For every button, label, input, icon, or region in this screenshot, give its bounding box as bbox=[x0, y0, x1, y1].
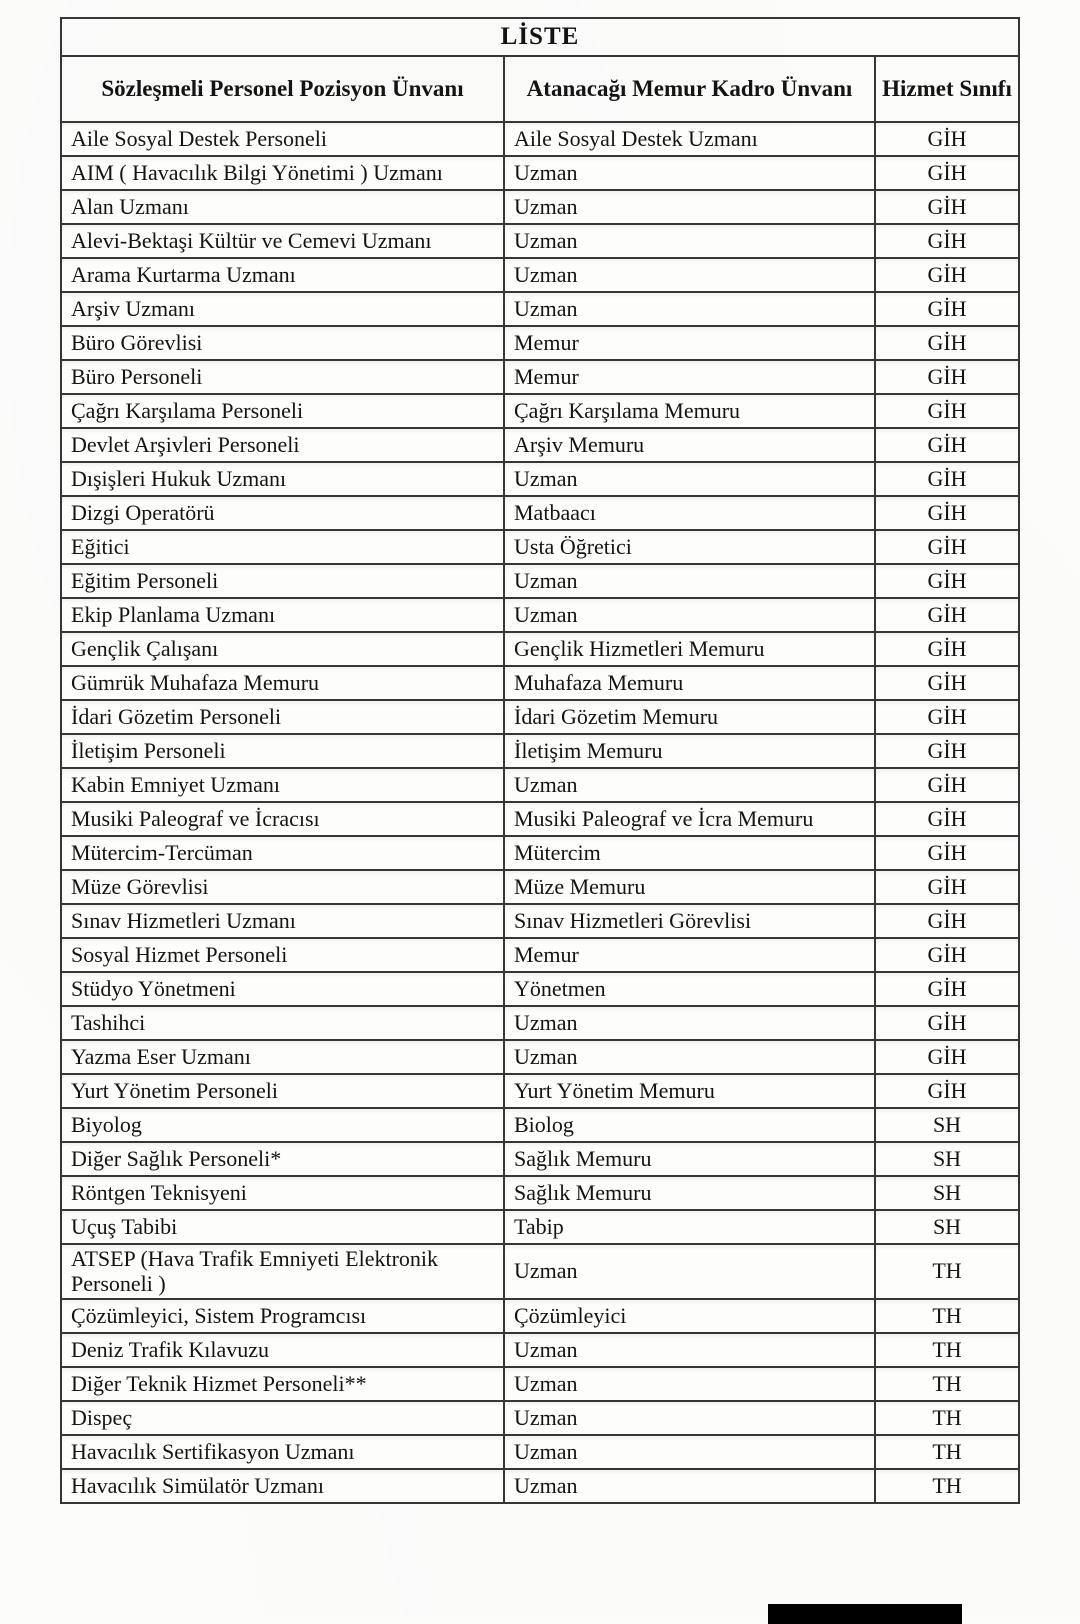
cell-hizmet-sinifi: GİH bbox=[875, 904, 1019, 938]
cell-hizmet-sinifi: GİH bbox=[875, 598, 1019, 632]
table-row bbox=[61, 190, 1019, 224]
column-header-kadro: Atanacağı Memur Kadro Ünvanı bbox=[504, 56, 875, 122]
table-row bbox=[61, 1108, 1019, 1142]
cell-hizmet-sinifi: GİH bbox=[875, 394, 1019, 428]
column-header-pozisyon: Sözleşmeli Personel Pozisyon Ünvanı bbox=[61, 56, 504, 122]
cell-pozisyon: Yazma Eser Uzmanı bbox=[61, 1040, 504, 1074]
cell-kadro: Matbaacı bbox=[504, 496, 875, 530]
table-body bbox=[61, 122, 1019, 1503]
table-row bbox=[61, 1006, 1019, 1040]
cell-hizmet-sinifi: SH bbox=[875, 1210, 1019, 1244]
cell-hizmet-sinifi: SH bbox=[875, 1142, 1019, 1176]
table-row bbox=[61, 1367, 1019, 1401]
cell-pozisyon: Diğer Sağlık Personeli* bbox=[61, 1142, 504, 1176]
table-row bbox=[61, 564, 1019, 598]
cell-kadro: Musiki Paleograf ve İcra Memuru bbox=[504, 802, 875, 836]
cell-hizmet-sinifi: GİH bbox=[875, 462, 1019, 496]
cell-hizmet-sinifi: TH bbox=[875, 1435, 1019, 1469]
cell-hizmet-sinifi: GİH bbox=[875, 564, 1019, 598]
cell-hizmet-sinifi: GİH bbox=[875, 938, 1019, 972]
cell-hizmet-sinifi: SH bbox=[875, 1176, 1019, 1210]
liste-table-container bbox=[60, 17, 1018, 1504]
cell-hizmet-sinifi: GİH bbox=[875, 190, 1019, 224]
cell-kadro: Çağrı Karşılama Memuru bbox=[504, 394, 875, 428]
cell-hizmet-sinifi: GİH bbox=[875, 768, 1019, 802]
cell-hizmet-sinifi: TH bbox=[875, 1299, 1019, 1333]
cell-hizmet-sinifi: GİH bbox=[875, 428, 1019, 462]
cell-hizmet-sinifi: GİH bbox=[875, 1074, 1019, 1108]
cell-pozisyon: Eğitici bbox=[61, 530, 504, 564]
cell-kadro: Uzman bbox=[504, 1435, 875, 1469]
cell-kadro: Uzman bbox=[504, 258, 875, 292]
cell-hizmet-sinifi: GİH bbox=[875, 1040, 1019, 1074]
table-row bbox=[61, 428, 1019, 462]
cell-kadro: Mütercim bbox=[504, 836, 875, 870]
liste-table bbox=[60, 17, 1020, 1504]
table-row bbox=[61, 1469, 1019, 1503]
cell-hizmet-sinifi: GİH bbox=[875, 734, 1019, 768]
cell-kadro: Tabip bbox=[504, 1210, 875, 1244]
redaction-bar bbox=[768, 1604, 962, 1624]
cell-pozisyon: Tashihci bbox=[61, 1006, 504, 1040]
cell-hizmet-sinifi: GİH bbox=[875, 258, 1019, 292]
cell-hizmet-sinifi: TH bbox=[875, 1333, 1019, 1367]
cell-pozisyon: Biyolog bbox=[61, 1108, 504, 1142]
table-row bbox=[61, 496, 1019, 530]
table-row bbox=[61, 1401, 1019, 1435]
cell-hizmet-sinifi: GİH bbox=[875, 632, 1019, 666]
cell-pozisyon: Uçuş Tabibi bbox=[61, 1210, 504, 1244]
cell-pozisyon: Dispeç bbox=[61, 1401, 504, 1435]
cell-pozisyon: Çözümleyici, Sistem Programcısı bbox=[61, 1299, 504, 1333]
cell-pozisyon: Röntgen Teknisyeni bbox=[61, 1176, 504, 1210]
cell-kadro: Uzman bbox=[504, 224, 875, 258]
table-row bbox=[61, 258, 1019, 292]
cell-hizmet-sinifi: GİH bbox=[875, 836, 1019, 870]
cell-kadro: Uzman bbox=[504, 768, 875, 802]
table-title-row bbox=[61, 18, 1019, 56]
column-header-hizmet-sinifi: Hizmet Sınıfı bbox=[875, 56, 1019, 122]
cell-kadro: Yurt Yönetim Memuru bbox=[504, 1074, 875, 1108]
cell-pozisyon: Gençlik Çalışanı bbox=[61, 632, 504, 666]
cell-kadro: Uzman bbox=[504, 598, 875, 632]
table-header-row bbox=[61, 56, 1019, 122]
cell-pozisyon: Ekip Planlama Uzmanı bbox=[61, 598, 504, 632]
table-row bbox=[61, 1333, 1019, 1367]
cell-kadro: İdari Gözetim Memuru bbox=[504, 700, 875, 734]
cell-hizmet-sinifi: GİH bbox=[875, 870, 1019, 904]
cell-kadro: Gençlik Hizmetleri Memuru bbox=[504, 632, 875, 666]
cell-hizmet-sinifi: GİH bbox=[875, 972, 1019, 1006]
cell-pozisyon: İdari Gözetim Personeli bbox=[61, 700, 504, 734]
cell-kadro: Uzman bbox=[504, 156, 875, 190]
cell-pozisyon: Musiki Paleograf ve İcracısı bbox=[61, 802, 504, 836]
cell-pozisyon: Alan Uzmanı bbox=[61, 190, 504, 224]
cell-kadro: Uzman bbox=[504, 1040, 875, 1074]
cell-kadro: Uzman bbox=[504, 1367, 875, 1401]
cell-hizmet-sinifi: GİH bbox=[875, 156, 1019, 190]
table-row bbox=[61, 836, 1019, 870]
cell-kadro: Uzman bbox=[504, 190, 875, 224]
cell-kadro: Arşiv Memuru bbox=[504, 428, 875, 462]
table-row bbox=[61, 734, 1019, 768]
cell-kadro: Uzman bbox=[504, 1244, 875, 1299]
cell-pozisyon: Arşiv Uzmanı bbox=[61, 292, 504, 326]
cell-kadro: Uzman bbox=[504, 1469, 875, 1503]
cell-hizmet-sinifi: GİH bbox=[875, 496, 1019, 530]
cell-kadro: Uzman bbox=[504, 1401, 875, 1435]
cell-pozisyon: Alevi-Bektaşi Kültür ve Cemevi Uzmanı bbox=[61, 224, 504, 258]
cell-pozisyon: Sosyal Hizmet Personeli bbox=[61, 938, 504, 972]
cell-kadro: Uzman bbox=[504, 292, 875, 326]
cell-kadro: Uzman bbox=[504, 1333, 875, 1367]
cell-pozisyon: Dizgi Operatörü bbox=[61, 496, 504, 530]
cell-kadro: Aile Sosyal Destek Uzmanı bbox=[504, 122, 875, 156]
table-row bbox=[61, 394, 1019, 428]
cell-kadro: Müze Memuru bbox=[504, 870, 875, 904]
cell-hizmet-sinifi: GİH bbox=[875, 224, 1019, 258]
cell-hizmet-sinifi: GİH bbox=[875, 530, 1019, 564]
table-row bbox=[61, 360, 1019, 394]
cell-hizmet-sinifi: TH bbox=[875, 1401, 1019, 1435]
cell-pozisyon: Deniz Trafik Kılavuzu bbox=[61, 1333, 504, 1367]
table-row bbox=[61, 938, 1019, 972]
table-row bbox=[61, 156, 1019, 190]
cell-pozisyon: Gümrük Muhafaza Memuru bbox=[61, 666, 504, 700]
table-row bbox=[61, 1435, 1019, 1469]
cell-pozisyon: Sınav Hizmetleri Uzmanı bbox=[61, 904, 504, 938]
cell-kadro: Memur bbox=[504, 326, 875, 360]
cell-pozisyon: Mütercim-Tercüman bbox=[61, 836, 504, 870]
table-row bbox=[61, 1244, 1019, 1299]
cell-pozisyon: Diğer Teknik Hizmet Personeli** bbox=[61, 1367, 504, 1401]
cell-kadro: Uzman bbox=[504, 462, 875, 496]
table-row bbox=[61, 326, 1019, 360]
cell-hizmet-sinifi: GİH bbox=[875, 122, 1019, 156]
table-row bbox=[61, 632, 1019, 666]
cell-hizmet-sinifi: SH bbox=[875, 1108, 1019, 1142]
cell-hizmet-sinifi: GİH bbox=[875, 700, 1019, 734]
cell-pozisyon: AIM ( Havacılık Bilgi Yönetimi ) Uzmanı bbox=[61, 156, 504, 190]
cell-hizmet-sinifi: TH bbox=[875, 1244, 1019, 1299]
cell-pozisyon: Dışişleri Hukuk Uzmanı bbox=[61, 462, 504, 496]
table-row bbox=[61, 870, 1019, 904]
table-row bbox=[61, 1210, 1019, 1244]
table-row bbox=[61, 1299, 1019, 1333]
cell-pozisyon: Havacılık Simülatör Uzmanı bbox=[61, 1469, 504, 1503]
table-row bbox=[61, 700, 1019, 734]
cell-hizmet-sinifi: TH bbox=[875, 1367, 1019, 1401]
table-row bbox=[61, 224, 1019, 258]
table-row bbox=[61, 598, 1019, 632]
table-row bbox=[61, 972, 1019, 1006]
cell-kadro: Memur bbox=[504, 360, 875, 394]
cell-kadro: Çözümleyici bbox=[504, 1299, 875, 1333]
table-row bbox=[61, 1142, 1019, 1176]
cell-hizmet-sinifi: GİH bbox=[875, 360, 1019, 394]
cell-pozisyon: Aile Sosyal Destek Personeli bbox=[61, 122, 504, 156]
cell-kadro: İletişim Memuru bbox=[504, 734, 875, 768]
cell-kadro: Biolog bbox=[504, 1108, 875, 1142]
cell-kadro: Uzman bbox=[504, 564, 875, 598]
table-row bbox=[61, 802, 1019, 836]
table-title: LİSTE bbox=[61, 18, 1019, 56]
cell-kadro: Muhafaza Memuru bbox=[504, 666, 875, 700]
cell-pozisyon: Yurt Yönetim Personeli bbox=[61, 1074, 504, 1108]
table-row bbox=[61, 1040, 1019, 1074]
table-row bbox=[61, 768, 1019, 802]
table-row bbox=[61, 1176, 1019, 1210]
cell-kadro: Memur bbox=[504, 938, 875, 972]
cell-hizmet-sinifi: TH bbox=[875, 1469, 1019, 1503]
cell-kadro: Sağlık Memuru bbox=[504, 1176, 875, 1210]
table-row bbox=[61, 462, 1019, 496]
cell-kadro: Yönetmen bbox=[504, 972, 875, 1006]
cell-pozisyon: İletişim Personeli bbox=[61, 734, 504, 768]
table-row bbox=[61, 666, 1019, 700]
cell-pozisyon: Havacılık Sertifikasyon Uzmanı bbox=[61, 1435, 504, 1469]
cell-kadro: Sınav Hizmetleri Görevlisi bbox=[504, 904, 875, 938]
table-row bbox=[61, 530, 1019, 564]
cell-kadro: Uzman bbox=[504, 1006, 875, 1040]
cell-pozisyon: Büro Görevlisi bbox=[61, 326, 504, 360]
cell-kadro: Sağlık Memuru bbox=[504, 1142, 875, 1176]
cell-pozisyon: Arama Kurtarma Uzmanı bbox=[61, 258, 504, 292]
cell-hizmet-sinifi: GİH bbox=[875, 1006, 1019, 1040]
table-row bbox=[61, 1074, 1019, 1108]
cell-pozisyon: Devlet Arşivleri Personeli bbox=[61, 428, 504, 462]
cell-pozisyon: Eğitim Personeli bbox=[61, 564, 504, 598]
cell-hizmet-sinifi: GİH bbox=[875, 666, 1019, 700]
cell-pozisyon: Çağrı Karşılama Personeli bbox=[61, 394, 504, 428]
cell-pozisyon: ATSEP (Hava Trafik Emniyeti Elektronik Personeli ) bbox=[61, 1244, 504, 1299]
cell-kadro: Usta Öğretici bbox=[504, 530, 875, 564]
cell-pozisyon: Kabin Emniyet Uzmanı bbox=[61, 768, 504, 802]
cell-hizmet-sinifi: GİH bbox=[875, 292, 1019, 326]
table-row bbox=[61, 122, 1019, 156]
table-row bbox=[61, 292, 1019, 326]
cell-hizmet-sinifi: GİH bbox=[875, 326, 1019, 360]
cell-hizmet-sinifi: GİH bbox=[875, 802, 1019, 836]
cell-pozisyon: Müze Görevlisi bbox=[61, 870, 504, 904]
cell-pozisyon: Büro Personeli bbox=[61, 360, 504, 394]
cell-pozisyon: Stüdyo Yönetmeni bbox=[61, 972, 504, 1006]
table-row bbox=[61, 904, 1019, 938]
